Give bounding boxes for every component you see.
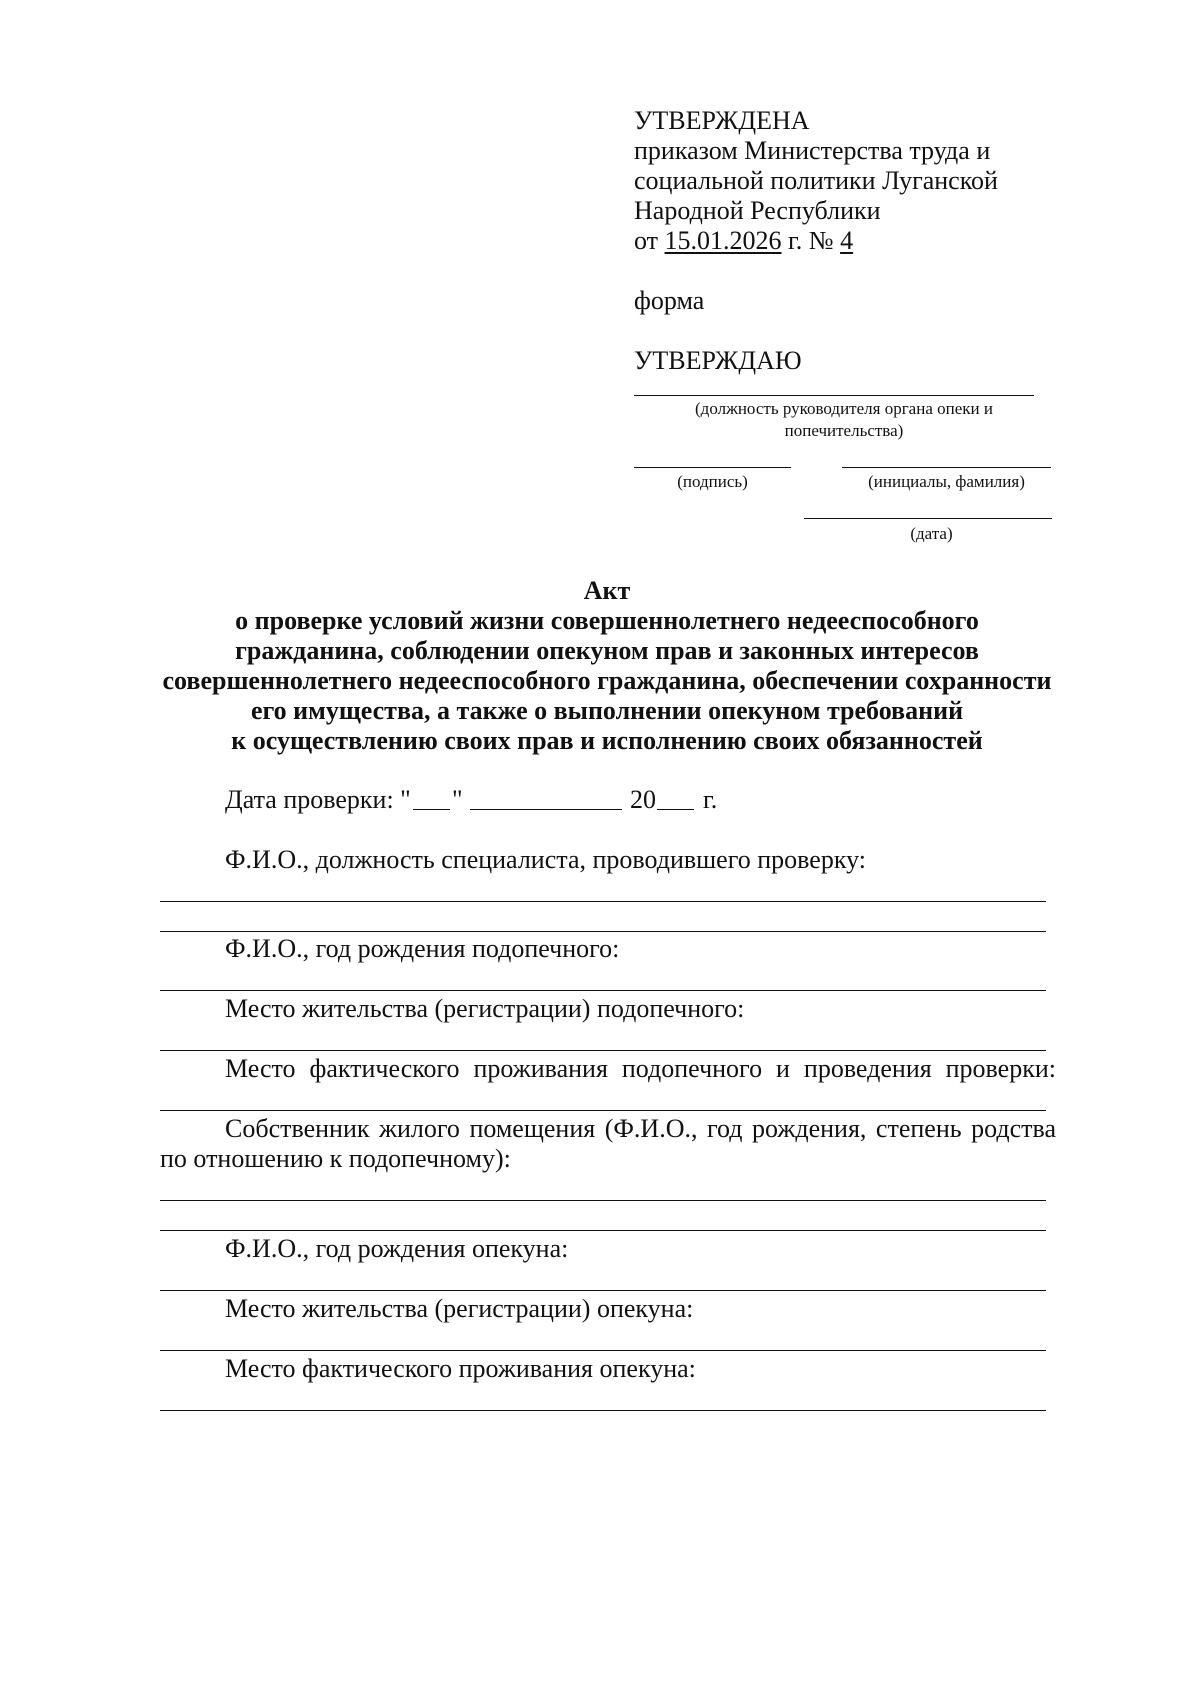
check-date-row	[225, 785, 411, 815]
guardian-actual-label: Место фактического проживания опекуна:	[225, 1354, 696, 1383]
approval-year-no: г. №	[781, 226, 834, 255]
name-caption: (инициалы, фамилия)	[868, 472, 1025, 491]
ward-registration-line[interactable]	[160, 1050, 1046, 1051]
position-caption-1: (должность руководителя органа опеки и	[695, 399, 993, 418]
approval-line-2: приказом Министерства труда и	[634, 136, 991, 165]
name-line	[842, 467, 1051, 468]
position-caption-2: попечительства)	[784, 421, 904, 440]
check-date-quote: "	[452, 785, 463, 814]
check-date-label: Дата проверки: "	[225, 785, 411, 814]
ward-name-line[interactable]	[160, 990, 1046, 991]
guardian-actual-line[interactable]	[160, 1410, 1046, 1411]
ward-name-label: Ф.И.О., год рождения подопечного:	[225, 934, 620, 963]
approval-number: 4	[840, 226, 854, 255]
owner-line-1[interactable]	[160, 1200, 1046, 1201]
position-line	[634, 395, 1034, 396]
act-title-line-3: гражданина, соблюдении опекуном прав и законных интересов	[235, 636, 979, 665]
date-line	[804, 518, 1052, 519]
ward-actual-label: Место фактического проживания подопечного и проведения проверки:	[225, 1054, 1056, 1083]
month-blank[interactable]	[470, 809, 622, 810]
date-caption: (дата)	[910, 524, 953, 543]
year-blank[interactable]	[657, 809, 694, 810]
approval-line-4: Народной Республики	[634, 196, 881, 225]
approval-heading: УТВЕРЖДЕНА	[634, 106, 810, 135]
century-label: 20	[630, 785, 656, 814]
form-label: форма	[634, 286, 705, 315]
day-blank[interactable]	[413, 809, 450, 810]
act-title: Акт	[583, 576, 631, 605]
ward-registration-label: Место жительства (регистрации) подопечного:	[225, 994, 745, 1023]
ward-actual-line[interactable]	[160, 1110, 1046, 1111]
act-title-line-4: совершеннолетнего недееспособного гражданина, обеспечении сохранности	[162, 666, 1052, 695]
specialist-line-2[interactable]	[160, 931, 1046, 932]
act-title-line-2: о проверке условий жизни совершеннолетнего недееспособного	[235, 606, 979, 635]
guardian-name-line[interactable]	[160, 1290, 1046, 1291]
specialist-line-1[interactable]	[160, 901, 1046, 902]
guardian-registration-line[interactable]	[160, 1350, 1046, 1351]
approval-line-3: социальной политики Луганской	[634, 166, 998, 195]
approval-date: 15.01.2026	[664, 226, 782, 255]
guardian-registration-label: Место жительства (регистрации) опекуна:	[225, 1294, 694, 1323]
owner-line-2[interactable]	[160, 1230, 1046, 1231]
approval-from: от	[634, 226, 659, 255]
approve-heading: УТВЕРЖДАЮ	[634, 346, 802, 375]
signature-caption: (подпись)	[677, 472, 748, 491]
act-title-line-5: его имущества, а также о выполнении опекуном требований	[250, 696, 964, 725]
year-suffix: г.	[703, 785, 718, 814]
act-title-line-6: к осуществлению своих прав и исполнению своих обязанностей	[231, 726, 983, 755]
signature-line	[634, 467, 791, 468]
approval-order-line	[634, 226, 853, 256]
owner-label: Собственник жилого помещения (Ф.И.О., год рождения, степень родства	[225, 1114, 1056, 1143]
owner-label-line-2: по отношению к подопечному):	[160, 1144, 511, 1173]
guardian-name-label: Ф.И.О., год рождения опекуна:	[225, 1234, 569, 1263]
specialist-label: Ф.И.О., должность специалиста, проводившего проверку:	[225, 845, 866, 874]
